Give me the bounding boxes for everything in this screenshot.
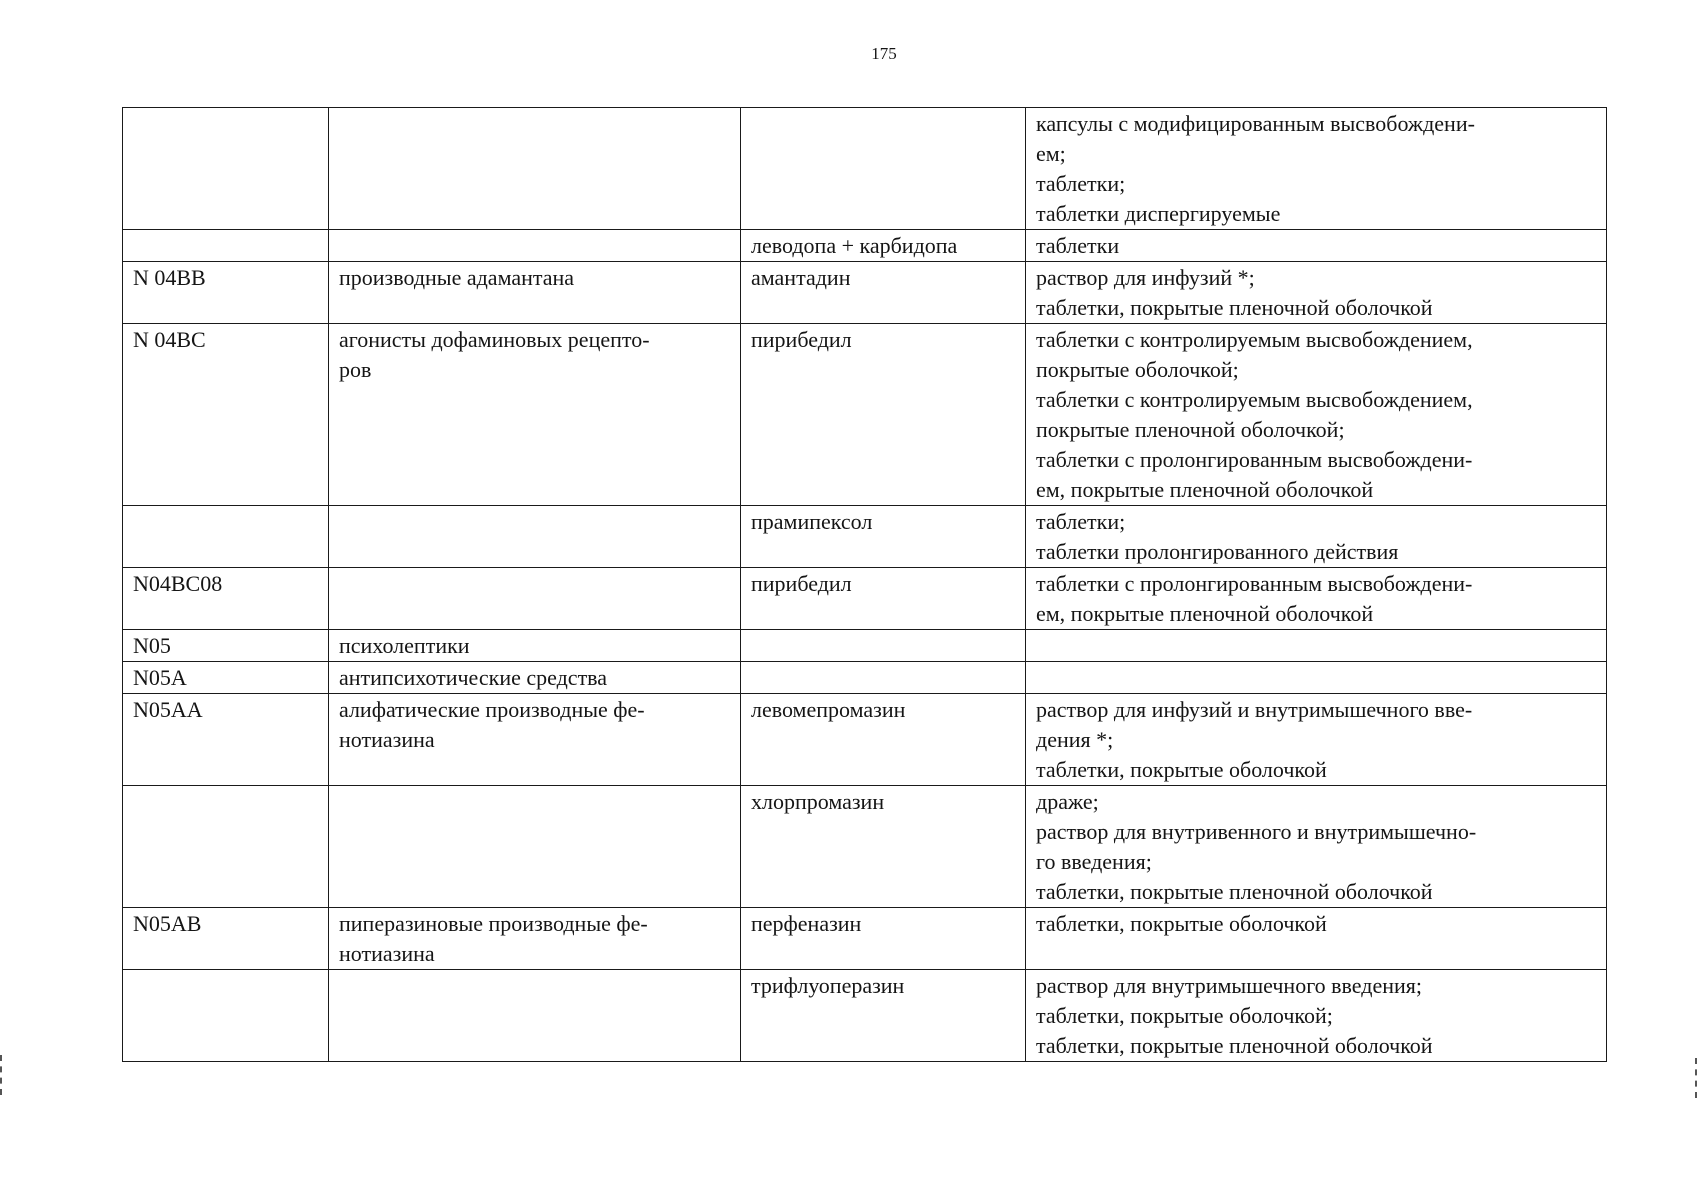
dosage-form-line: драже; <box>1036 789 1099 814</box>
dosage-form-cell <box>1026 786 1607 908</box>
table-row <box>123 694 1607 786</box>
pharmacological-group-cell <box>329 324 741 506</box>
drug-name-cell: хлорпромазин <box>741 786 1026 908</box>
table-row <box>123 324 1607 506</box>
drug-name-cell: пирибедил <box>741 568 1026 630</box>
atc-code-cell <box>123 506 329 568</box>
dosage-form-line: раствор для инфузий *; <box>1036 265 1255 290</box>
group-text-line: производные адамантана <box>339 265 575 290</box>
medication-table <box>122 107 1607 1062</box>
dosage-form-line: таблетки, покрытые оболочкой <box>1036 911 1327 936</box>
dosage-form-cell <box>1026 108 1607 230</box>
page-number: 175 <box>871 44 897 63</box>
dosage-form-cell <box>1026 662 1607 694</box>
pharmacological-group-cell <box>329 908 741 970</box>
table-row <box>123 506 1607 568</box>
dosage-form-line: таблетки, покрытые пленочной оболочкой <box>1036 1033 1433 1058</box>
drug-name-cell <box>741 108 1026 230</box>
dosage-form-cell <box>1026 970 1607 1062</box>
table-row <box>123 262 1607 324</box>
dosage-form-cell <box>1026 262 1607 324</box>
atc-code-cell: N05AA <box>123 694 329 786</box>
pharmacological-group-cell <box>329 568 741 630</box>
scan-edge-mark-left <box>0 1055 6 1095</box>
dosage-form-line: таблетки с пролонгированным высвобождени- <box>1036 571 1473 596</box>
group-text-line: антипсихотические средства <box>339 665 608 690</box>
pharmacological-group-cell <box>329 630 741 662</box>
dosage-form-line: дения *; <box>1036 727 1114 752</box>
pharmacological-group-cell <box>329 108 741 230</box>
table-body <box>123 108 1607 1062</box>
dosage-form-cell <box>1026 230 1607 262</box>
dosage-form-line: раствор для внутривенного и внутримышечно- <box>1036 819 1477 844</box>
table-row <box>123 908 1607 970</box>
table-row <box>123 108 1607 230</box>
dosage-form-line: таблетки пролонгированного действия <box>1036 539 1399 564</box>
atc-code-cell <box>123 230 329 262</box>
atc-code-cell: N05 <box>123 630 329 662</box>
table-row <box>123 630 1607 662</box>
group-text-line: нотиазина <box>339 727 435 752</box>
dosage-form-line: го введения; <box>1036 849 1152 874</box>
dosage-form-line: покрытые оболочкой; <box>1036 357 1239 382</box>
group-text-line: пиперазиновые производные фе- <box>339 911 648 936</box>
drug-name-cell: трифлуоперазин <box>741 970 1026 1062</box>
drug-name-cell <box>741 630 1026 662</box>
table-row <box>123 662 1607 694</box>
pharmacological-group-cell <box>329 662 741 694</box>
group-text-line: агонисты дофаминовых рецепто- <box>339 327 650 352</box>
dosage-form-line: ем, покрытые пленочной оболочкой <box>1036 477 1374 502</box>
dosage-form-line: раствор для внутримышечного введения; <box>1036 973 1423 998</box>
table-row <box>123 786 1607 908</box>
atc-code-cell <box>123 108 329 230</box>
pharmacological-group-cell <box>329 262 741 324</box>
dosage-form-line: ем, покрытые пленочной оболочкой <box>1036 601 1374 626</box>
table-row <box>123 568 1607 630</box>
drug-name-cell: левомепромазин <box>741 694 1026 786</box>
dosage-form-line: таблетки с контролируемым высвобождением, <box>1036 387 1473 412</box>
drug-name-cell: перфеназин <box>741 908 1026 970</box>
group-text-line: ров <box>339 357 372 382</box>
dosage-form-line: ем; <box>1036 141 1066 166</box>
dosage-form-line: таблетки; <box>1036 509 1126 534</box>
dosage-form-line: раствор для инфузий и внутримышечного вве- <box>1036 697 1473 722</box>
table-row <box>123 230 1607 262</box>
drug-name-cell <box>741 662 1026 694</box>
pharmacological-group-cell <box>329 230 741 262</box>
atc-code-cell: N 04BC <box>123 324 329 506</box>
dosage-form-cell <box>1026 694 1607 786</box>
atc-code-cell <box>123 786 329 908</box>
dosage-form-line: таблетки, покрытые пленочной оболочкой <box>1036 879 1433 904</box>
drug-name-cell: прамипексол <box>741 506 1026 568</box>
atc-code-cell: N05AB <box>123 908 329 970</box>
dosage-form-cell <box>1026 324 1607 506</box>
atc-code-cell: N04BC08 <box>123 568 329 630</box>
drug-name-cell: пирибедил <box>741 324 1026 506</box>
group-text-line: алифатические производные фе- <box>339 697 645 722</box>
dosage-form-line: таблетки, покрытые оболочкой <box>1036 757 1327 782</box>
atc-code-cell: N 04BB <box>123 262 329 324</box>
pharmacological-group-cell <box>329 786 741 908</box>
pharmacological-group-cell <box>329 506 741 568</box>
dosage-form-line: таблетки; <box>1036 171 1126 196</box>
dosage-form-cell <box>1026 908 1607 970</box>
dosage-form-line: таблетки с пролонгированным высвобождени- <box>1036 447 1473 472</box>
dosage-form-line: покрытые пленочной оболочкой; <box>1036 417 1345 442</box>
dosage-form-line: капсулы с модифицированным высвобождени- <box>1036 111 1475 136</box>
dosage-form-line: таблетки, покрытые пленочной оболочкой <box>1036 295 1433 320</box>
pharmacological-group-cell <box>329 694 741 786</box>
dosage-form-line: таблетки диспергируемые <box>1036 201 1281 226</box>
drug-name-cell: леводопа + карбидопа <box>741 230 1026 262</box>
table-row <box>123 970 1607 1062</box>
drug-name-cell: амантадин <box>741 262 1026 324</box>
scan-edge-mark-right <box>1691 1058 1697 1098</box>
atc-code-cell: N05A <box>123 662 329 694</box>
group-text-line: психолептики <box>339 633 470 658</box>
group-text-line: нотиазина <box>339 941 435 966</box>
dosage-form-line: таблетки <box>1036 233 1120 258</box>
dosage-form-line: таблетки, покрытые оболочкой; <box>1036 1003 1333 1028</box>
dosage-form-cell <box>1026 568 1607 630</box>
atc-code-cell <box>123 970 329 1062</box>
dosage-form-line: таблетки с контролируемым высвобождением, <box>1036 327 1473 352</box>
dosage-form-cell <box>1026 506 1607 568</box>
pharmacological-group-cell <box>329 970 741 1062</box>
dosage-form-cell <box>1026 630 1607 662</box>
